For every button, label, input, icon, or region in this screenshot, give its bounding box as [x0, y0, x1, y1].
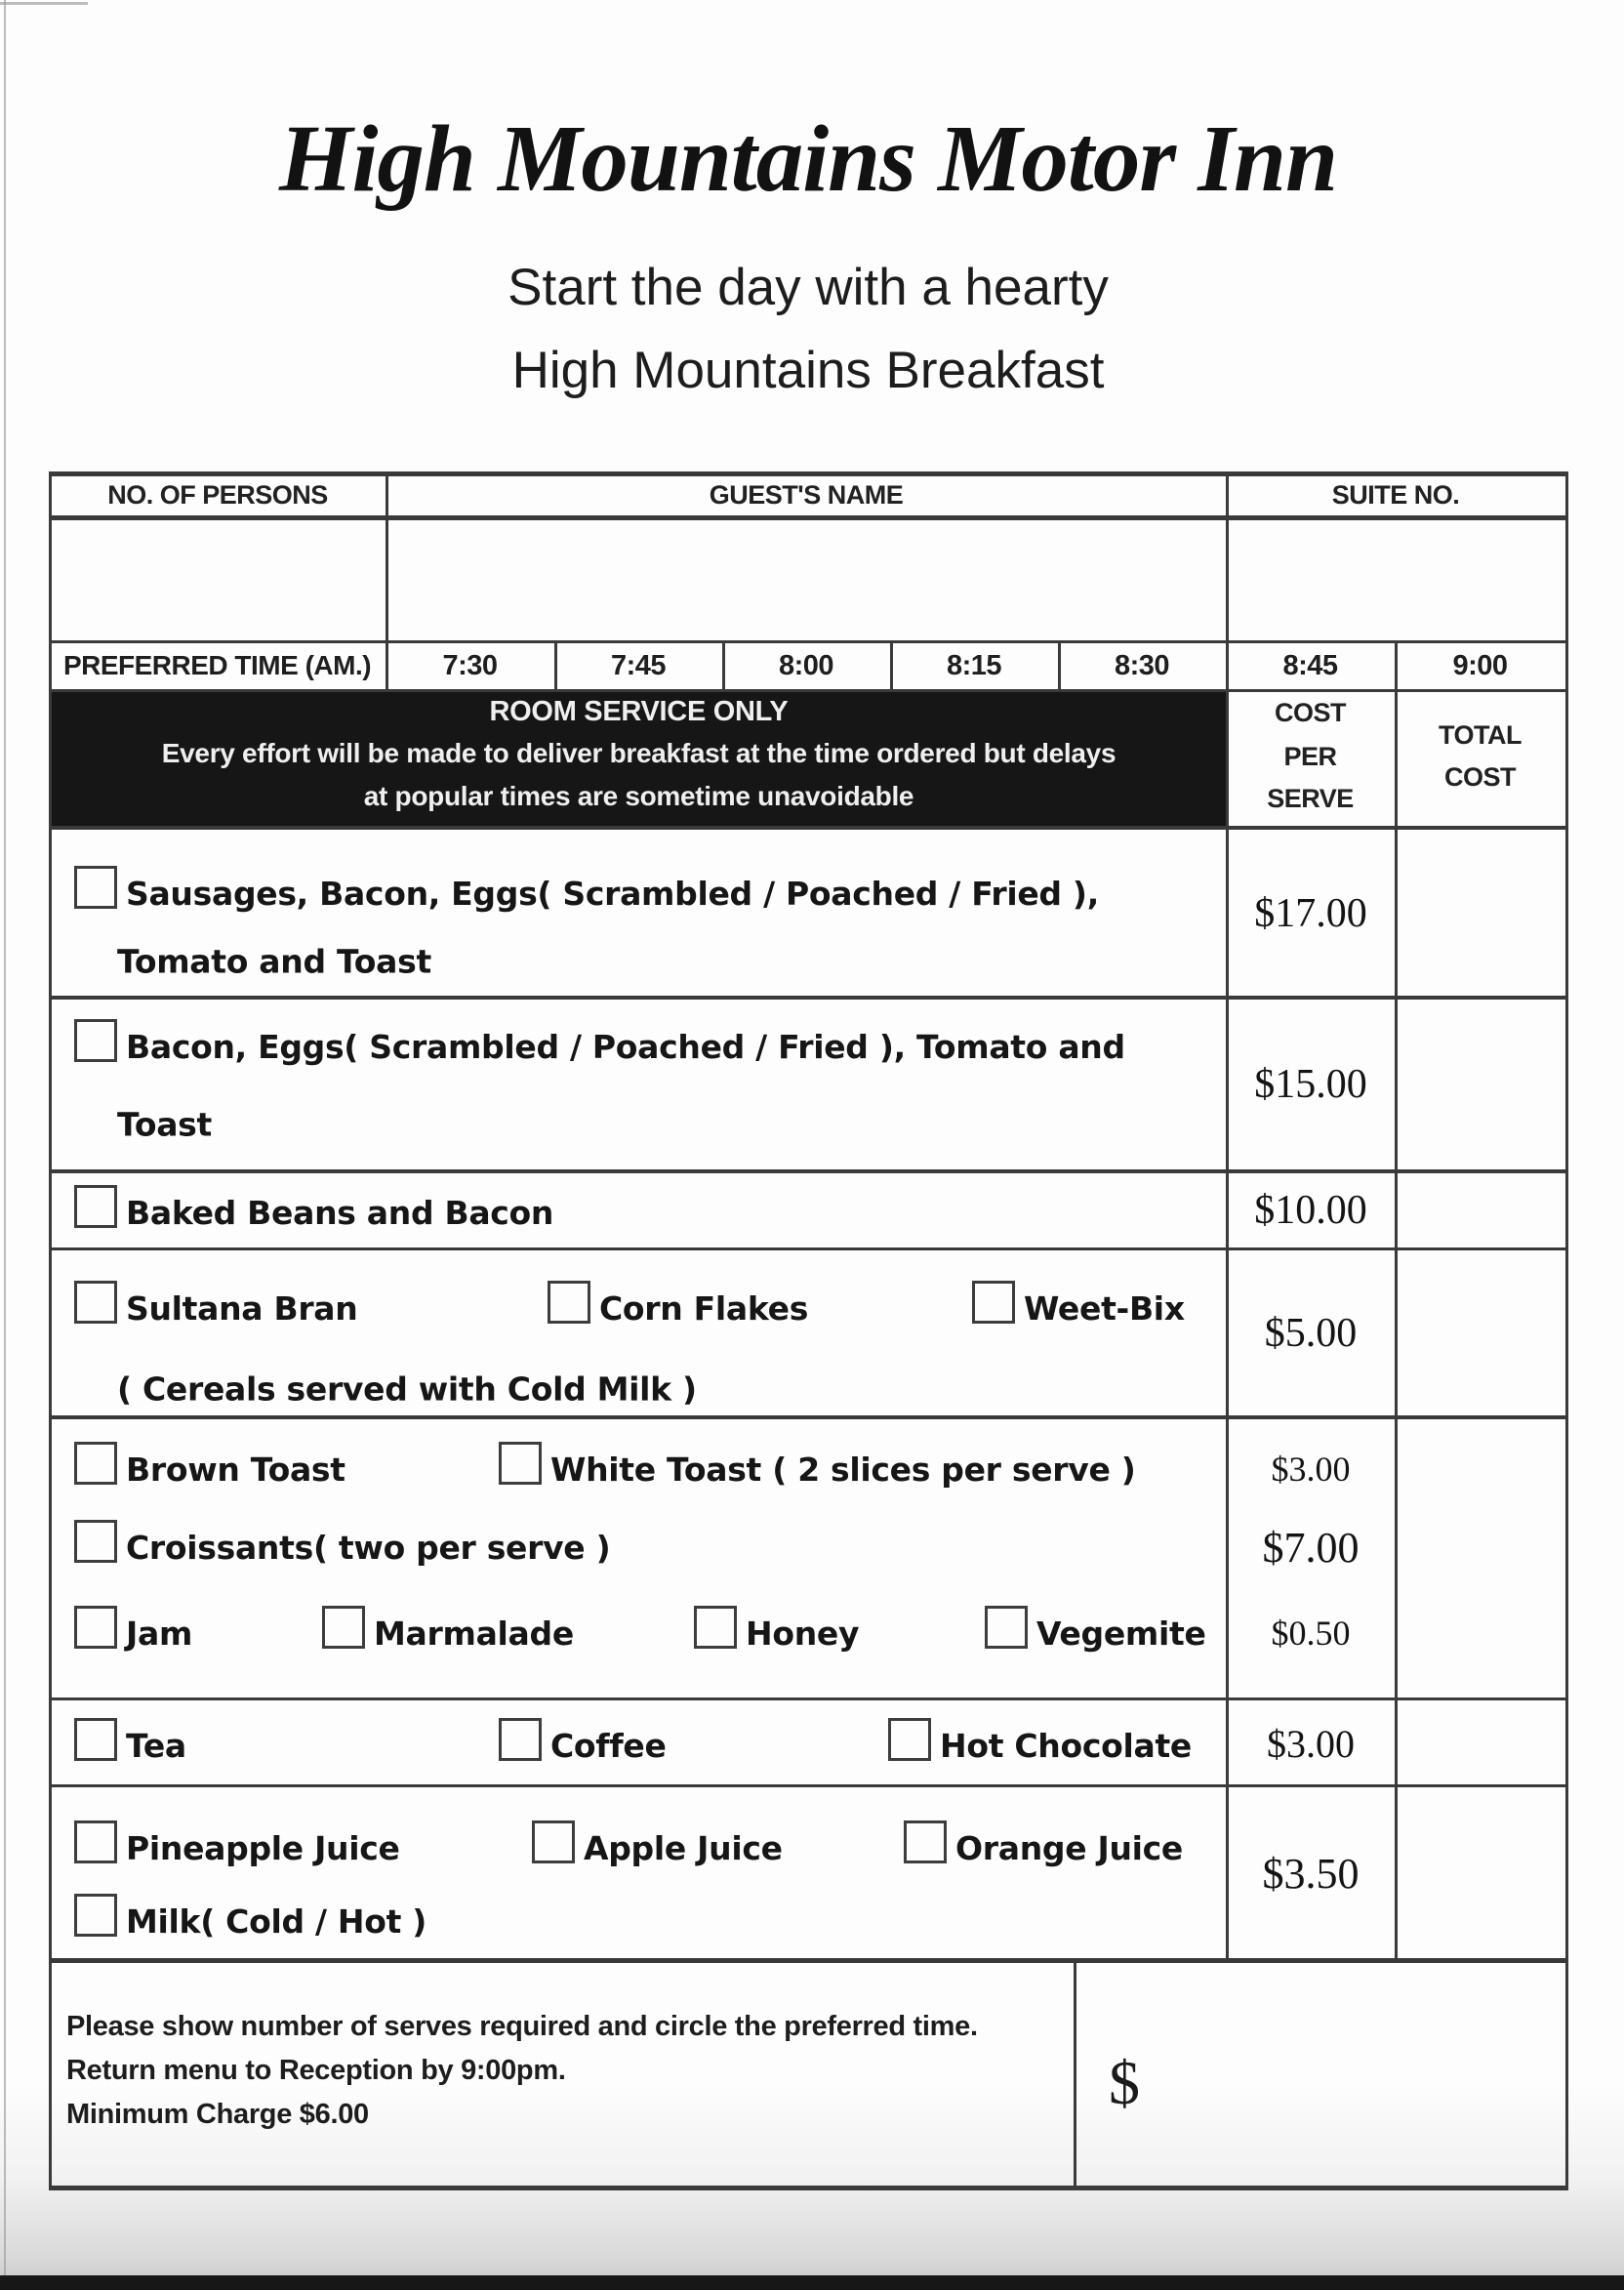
amount-due-cell[interactable]	[1076, 1963, 1565, 2186]
no-of-persons-field[interactable]	[52, 520, 384, 637]
scan-edge-top	[0, 2, 88, 5]
menu-item-label: Brown Toast	[126, 1450, 345, 1489]
suite-no-field[interactable]	[1230, 520, 1563, 637]
time-cell-7-30[interactable]: 7:30	[442, 649, 498, 681]
row-line	[49, 1247, 1568, 1250]
total-cost-cell[interactable]	[1398, 1173, 1563, 1246]
scan-bottom-bar	[0, 2275, 1624, 2290]
white-toast-checkbox[interactable]	[499, 1442, 542, 1485]
menu-item-label: Jam	[126, 1614, 193, 1653]
time-cell-8-45[interactable]: 8:45	[1282, 649, 1338, 681]
row-line	[49, 1169, 1568, 1173]
menu-item-label: Weet-Bix	[1024, 1288, 1185, 1328]
menu-item-label: Orange Juice	[955, 1828, 1184, 1867]
menu-item-label: Sultana Bran	[126, 1288, 358, 1328]
subtitle-line-2: High Mountains Breakfast	[511, 342, 1105, 399]
vegemite-checkbox[interactable]	[985, 1606, 1028, 1649]
menu-item-label: Pineapple Juice	[126, 1828, 400, 1867]
menu-item-label: Baked Beans and Bacon	[126, 1193, 554, 1232]
cost-per-serve-line-1: COST	[1274, 697, 1346, 727]
total-cost-cell[interactable]	[1398, 1419, 1563, 1696]
total-cost-cell[interactable]	[1398, 830, 1563, 994]
banner-line-1: ROOM SERVICE ONLY	[489, 696, 789, 727]
weet-bix-checkbox[interactable]	[972, 1281, 1015, 1324]
hot-chocolate-checkbox[interactable]	[888, 1718, 931, 1761]
menu-item-label: Hot Chocolate	[940, 1726, 1193, 1765]
row-line	[49, 826, 1568, 830]
orange-juice-checkbox[interactable]	[904, 1820, 947, 1863]
menu-item-label: Corn Flakes	[599, 1288, 809, 1328]
sausages-checkbox[interactable]	[74, 866, 117, 909]
footer-note-2: Return menu to Reception by 9:00pm.	[66, 2054, 566, 2086]
coffee-checkbox[interactable]	[499, 1718, 542, 1761]
menu-item-label: Vegemite	[1036, 1614, 1206, 1653]
time-cell-8-30[interactable]: 8:30	[1114, 649, 1170, 681]
price-hot-drinks: $3.00	[1267, 1721, 1355, 1766]
price-croissants: $7.00	[1262, 1523, 1360, 1572]
honey-checkbox[interactable]	[694, 1606, 737, 1649]
price-baked-beans: $10.00	[1254, 1188, 1367, 1233]
total-cost-cell[interactable]	[1398, 1251, 1563, 1413]
footer-note-3: Minimum Charge $6.00	[66, 2098, 369, 2130]
milk-checkbox[interactable]	[74, 1894, 117, 1937]
brown-toast-checkbox[interactable]	[74, 1442, 117, 1485]
time-cell-8-00[interactable]: 8:00	[778, 649, 834, 681]
menu-item-label: Tea	[126, 1726, 186, 1765]
bacon-eggs-checkbox[interactable]	[74, 1019, 117, 1062]
row-line	[49, 1697, 1568, 1700]
row-line	[49, 996, 1568, 1000]
guest-name-field[interactable]	[390, 520, 1223, 637]
menu-item-label: Sausages, Bacon, Eggs( Scrambled / Poached / Fried ),	[126, 874, 1099, 913]
total-cost-cell[interactable]	[1398, 1000, 1563, 1167]
price-cereals: $5.00	[1264, 1311, 1358, 1356]
total-cost-cell[interactable]	[1398, 1870, 1563, 1956]
tea-checkbox[interactable]	[74, 1718, 117, 1761]
time-cell-9-00[interactable]: 9:00	[1452, 649, 1508, 681]
marmalade-checkbox[interactable]	[322, 1606, 365, 1649]
suite-no-header: SUITE NO.	[1331, 480, 1460, 510]
menu-item-label: Apple Juice	[584, 1828, 783, 1867]
cost-per-serve-line-3: SERVE	[1267, 783, 1354, 813]
price-juices: $3.50	[1262, 1849, 1360, 1898]
total-cost-line-2: COST	[1443, 761, 1516, 792]
apple-juice-checkbox[interactable]	[532, 1820, 575, 1863]
jam-checkbox[interactable]	[74, 1606, 117, 1649]
menu-item-label: White Toast ( 2 slices per serve )	[550, 1450, 1136, 1489]
time-cell-7-45[interactable]: 7:45	[610, 649, 667, 681]
page-title: High Mountains Motor Inn	[279, 106, 1337, 211]
cost-per-serve-line-2: PER	[1283, 741, 1337, 771]
pineapple-juice-checkbox[interactable]	[74, 1820, 117, 1863]
menu-item-label: Bacon, Eggs( Scrambled / Poached / Fried ), Tomato and	[126, 1027, 1125, 1066]
preferred-time-label: PREFERRED TIME (AM.)	[62, 650, 372, 680]
price-sausages: $17.00	[1254, 891, 1367, 936]
croissants-checkbox[interactable]	[74, 1520, 117, 1563]
menu-item-label: Honey	[746, 1614, 860, 1653]
price-toast: $3.00	[1271, 1450, 1351, 1489]
menu-item-label: Marmalade	[374, 1614, 574, 1653]
corn-flakes-checkbox[interactable]	[548, 1281, 590, 1324]
banner-line-3: at popular times are sometime unavoidable	[363, 781, 914, 811]
row-line	[49, 1415, 1568, 1419]
table-border-right	[1565, 471, 1568, 2190]
footer-note-1: Please show number of serves required and circle the preferred time.	[66, 2010, 978, 2042]
row-line	[49, 1784, 1568, 1787]
subtitle-line-1: Start the day with a hearty	[508, 259, 1109, 316]
time-cell-8-15[interactable]: 8:15	[946, 649, 1002, 681]
no-of-persons-header: NO. OF PERSONS	[107, 480, 328, 510]
menu-item-note: ( Cereals served with Cold Milk )	[117, 1370, 697, 1409]
menu-item-label: Milk( Cold / Hot )	[126, 1902, 427, 1941]
price-spreads: $0.50	[1271, 1614, 1351, 1653]
price-bacon-eggs: $15.00	[1254, 1062, 1367, 1107]
guests-name-header: GUEST'S NAME	[709, 480, 904, 510]
table-border-bottom	[49, 2186, 1568, 2190]
total-cost-line-1: TOTAL	[1439, 719, 1522, 750]
menu-item-label: Toast	[117, 1105, 212, 1144]
total-cost-cell[interactable]	[1398, 1788, 1563, 1870]
menu-item-label: Tomato and Toast	[117, 942, 431, 981]
banner-line-2: Every effort will be made to deliver breakfast at the time ordered but delays	[161, 738, 1116, 768]
baked-beans-checkbox[interactable]	[74, 1185, 117, 1228]
sultana-bran-checkbox[interactable]	[74, 1281, 117, 1324]
currency-symbol: $	[1109, 2048, 1140, 2117]
menu-item-label: Coffee	[550, 1726, 667, 1765]
menu-item-label: Croissants( two per serve )	[126, 1528, 611, 1567]
